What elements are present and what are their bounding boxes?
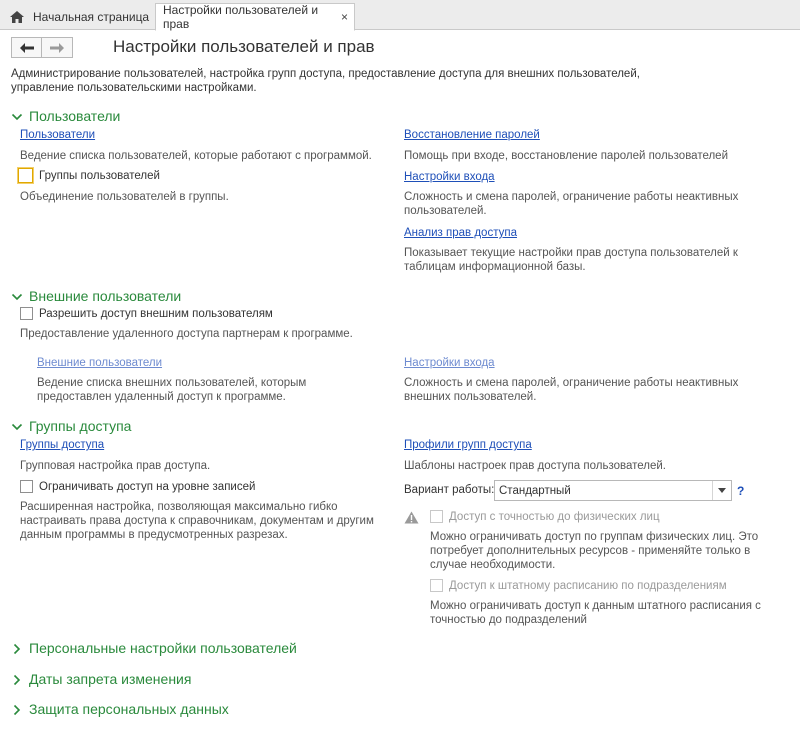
access-group-profiles-description: Шаблоны настроек прав доступа пользователей.: [404, 460, 666, 472]
arrow-right-icon: [50, 43, 64, 53]
access-groups-description: Групповая настройка прав доступа.: [20, 460, 211, 472]
tab-bar: [0, 0, 800, 30]
arrow-left-icon: [20, 43, 34, 53]
section-users-title: Пользователи: [29, 108, 121, 124]
chevron-down-icon: [718, 488, 726, 493]
warning-icon: [404, 511, 419, 524]
section-access-groups-title: Группы доступа: [29, 418, 132, 434]
external-login-settings-description: Сложность и смена паролей, ограничение работы неактивных внешних пользователей.: [404, 377, 739, 403]
checkbox[interactable]: [430, 510, 443, 523]
navigation-buttons: [11, 37, 73, 58]
individuals-access-description: Можно ограничивать доступ по группам физических лиц. Это потребует дополнительных ресурсов - применяйте только в случае необходимости.: [430, 531, 759, 571]
back-button[interactable]: [11, 37, 42, 58]
page-title: Настройки пользователей и прав: [113, 37, 375, 56]
section-change-dates-title: Даты запрета изменения: [29, 671, 192, 687]
section-personal-settings-title: Персональные настройки пользователей: [29, 640, 297, 656]
chevron-down-icon: [11, 110, 23, 122]
access-group-profiles-link[interactable]: Профили групп доступа: [404, 439, 532, 451]
individuals-access-checkbox[interactable]: [430, 510, 660, 523]
staffing-access-label: Доступ к штатному расписанию по подразделениям: [449, 579, 727, 592]
password-recovery-description: Помощь при входе, восстановление паролей пользователей: [404, 150, 728, 162]
access-analysis-description: Показывает текущие настройки прав доступа пользователей к таблицам информационной базы.: [404, 247, 738, 273]
restrict-record-level-checkbox[interactable]: [20, 480, 255, 493]
external-users-description: Ведение списка внешних пользователей, которым предоставлен удаленный доступ к программе.: [37, 377, 307, 403]
restrict-record-level-label: Ограничивать доступ на уровне записей: [39, 480, 256, 493]
login-settings-link[interactable]: Настройки входа: [404, 171, 495, 183]
individuals-access-label: Доступ с точностью до физических лиц: [449, 510, 660, 523]
section-change-dates-header[interactable]: [11, 671, 191, 687]
work-mode-select[interactable]: [494, 480, 732, 501]
user-groups-description: Объединение пользователей в группы.: [20, 191, 229, 203]
checkbox[interactable]: [430, 579, 443, 592]
chevron-down-icon: [11, 420, 23, 432]
home-icon: [10, 11, 24, 23]
tab-active-label: Настройки пользователей и прав: [163, 3, 319, 31]
section-users-header[interactable]: [11, 108, 120, 124]
allow-external-access-checkbox[interactable]: [20, 307, 273, 320]
tab-users-rights-settings[interactable]: [155, 3, 355, 31]
tab-home-label: Начальная страница: [33, 9, 150, 24]
work-mode-value: Стандартный: [499, 484, 571, 497]
staffing-access-description: Можно ограничивать доступ к данным штатного расписания с точностью до подразделений: [430, 600, 761, 626]
chevron-down-icon: [11, 290, 23, 302]
close-icon[interactable]: ×: [340, 10, 348, 24]
external-login-settings-link[interactable]: Настройки входа: [404, 357, 495, 369]
section-access-groups-header[interactable]: [11, 418, 131, 434]
page-description: Администрирование пользователей, настройка групп доступа, предоставление доступа для внешних пользователей, управление пользовательскими настройками.: [11, 68, 640, 94]
checkbox[interactable]: [20, 307, 33, 320]
section-personal-settings-header[interactable]: [11, 640, 297, 656]
external-users-link[interactable]: Внешние пользователи: [37, 357, 163, 369]
forward-button[interactable]: [42, 37, 73, 58]
section-personal-data-title: Защита персональных данных: [29, 701, 229, 717]
access-groups-link[interactable]: Группы доступа: [20, 439, 105, 451]
restrict-record-level-description: Расширенная настройка, позволяющая максимально гибко настраивать права доступа к справочникам, документам и другим данным программы в предусмотренных разрезах.: [20, 501, 374, 541]
allow-external-access-label: Разрешить доступ внешним пользователям: [39, 307, 273, 320]
work-mode-label: Вариант работы:: [404, 484, 495, 496]
login-settings-description: Сложность и смена паролей, ограничение работы неактивных пользователей.: [404, 191, 739, 217]
allow-external-access-description: Предоставление удаленного доступа партнерам к программе.: [20, 328, 353, 340]
password-recovery-link[interactable]: Восстановление паролей: [404, 129, 540, 141]
user-groups-checkbox[interactable]: [18, 168, 160, 183]
section-personal-data-header[interactable]: [11, 701, 229, 717]
access-analysis-link[interactable]: Анализ прав доступа: [404, 227, 517, 239]
section-external-users-title: Внешние пользователи: [29, 288, 182, 304]
chevron-right-icon: [11, 673, 23, 685]
users-description: Ведение списка пользователей, которые работают с программой.: [20, 150, 372, 162]
dropdown-button[interactable]: [712, 481, 731, 500]
help-button[interactable]: ?: [737, 484, 745, 498]
tab-home[interactable]: [4, 3, 154, 30]
staffing-access-checkbox[interactable]: [430, 579, 727, 592]
section-external-users-header[interactable]: [11, 288, 181, 304]
checkbox[interactable]: [18, 168, 33, 183]
chevron-right-icon: [11, 642, 23, 654]
chevron-right-icon: [11, 703, 23, 715]
checkbox[interactable]: [20, 480, 33, 493]
user-groups-label: Группы пользователей: [39, 169, 160, 182]
users-link[interactable]: Пользователи: [20, 129, 96, 141]
